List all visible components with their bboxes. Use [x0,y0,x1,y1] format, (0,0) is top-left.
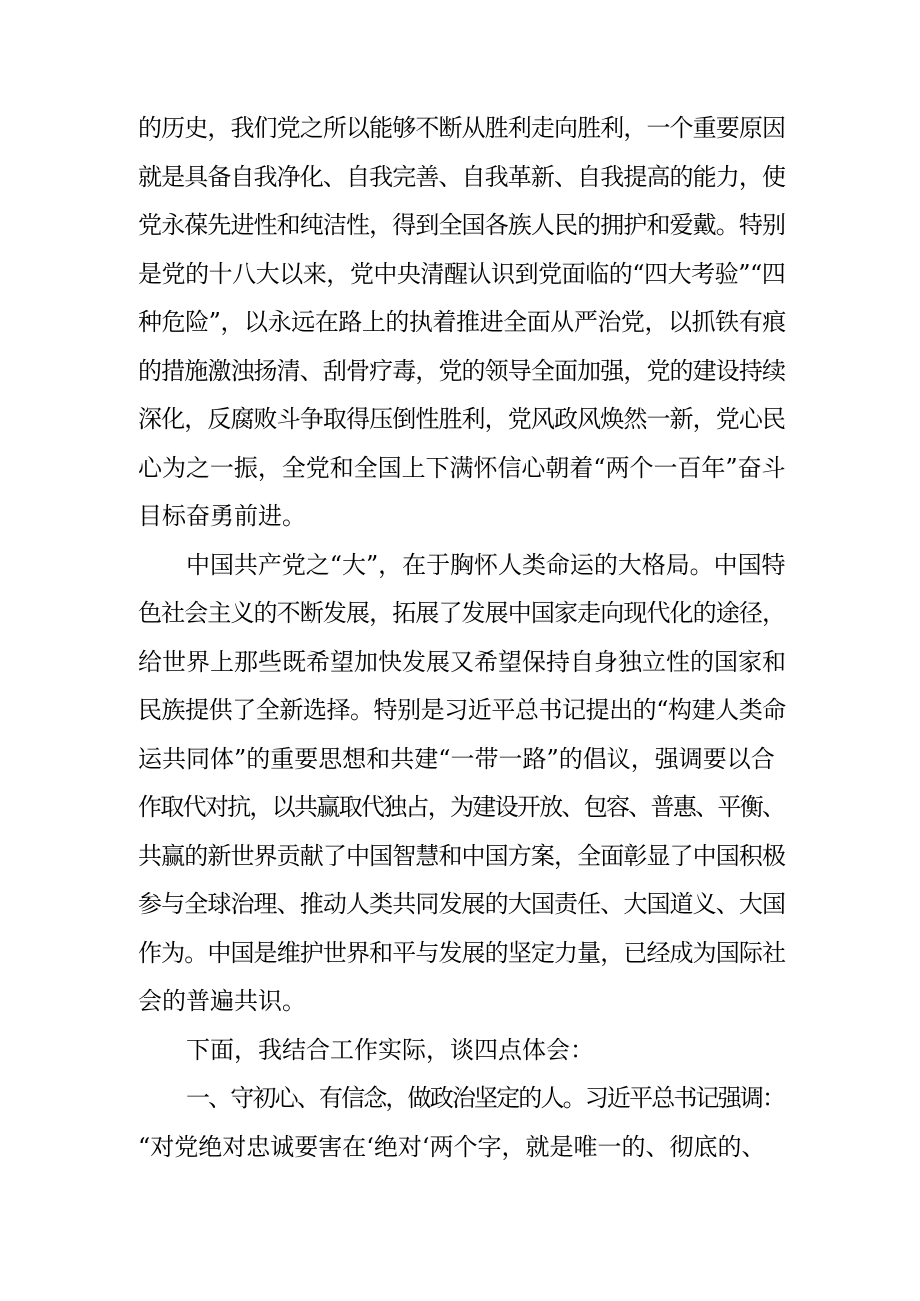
text-line: 运共同体”的重要思想和共建“一带一路”的倡议，强调要以合 [138,744,775,773]
text-line: 心为之一振，全党和全国上下满怀信心朝着“两个一百年”奋斗 [138,453,786,482]
text-line: 就是具备自我净化、自我完善、自我革新、自我提高的能力，使 [138,162,786,191]
paragraph-start-line: 下面，我结合工作实际，谈四点体会： [186,1035,594,1064]
text-line: 民族提供了全新选择。特别是习近平总书记提出的“构建人类命 [138,696,786,724]
text-line: 色社会主义的不断发展，拓展了发展中国家走向现代化的途径， [138,599,786,627]
text-line: 种危险”，以永远在路上的执着推进全面从严治党，以抓铁有痕 [138,308,786,336]
text-line: 给世界上那些既希望加快发展又希望保持自身独立性的国家和 [138,647,786,676]
text-line: “对党绝对忠诚要害在‘绝对‘两个字，就是唯一的、彻底的、 [138,1132,766,1161]
section-heading-line: 一、守初心、有信念，做政治坚定的人。习近平总书记强调： [186,1084,785,1112]
text-line: 参与全球治理、推动人类共同发展的大国责任、大国道义、大国 [138,890,786,918]
text-line: 会的普遍共识。 [138,987,306,1015]
text-line: 作取代对抗，以共赢取代独占，为建设开放、包容、普惠、平衡、 [138,793,785,821]
text-line: 是党的十八大以来，党中央清醒认识到党面临的“四大考验”“四 [138,259,786,288]
text-line: 的历史，我们党之所以能够不断从胜利走向胜利，一个重要原因 [138,114,786,142]
text-line: 共赢的新世界贡献了中国智慧和中国方案，全面彰显了中国积极 [138,841,786,870]
paragraph-start-line: 中国共产党之“大”，在于胸怀人类命运的大格局。中国特 [186,550,786,579]
text-line: 目标奋勇前进。 [138,502,306,530]
body-text [138,104,786,1171]
text-line: 党永葆先进性和纯洁性，得到全国各族人民的拥护和爱戴。特别 [138,211,786,239]
text-line: 的措施激浊扬清、刮骨疗毒，党的领导全面加强，党的建设持续 [138,356,786,385]
text-line: 深化，反腐败斗争取得压倒性胜利，党风政风焕然一新，党心民 [138,405,786,433]
text-line: 作为。中国是维护世界和平与发展的坚定力量，已经成为国际社 [138,938,786,967]
